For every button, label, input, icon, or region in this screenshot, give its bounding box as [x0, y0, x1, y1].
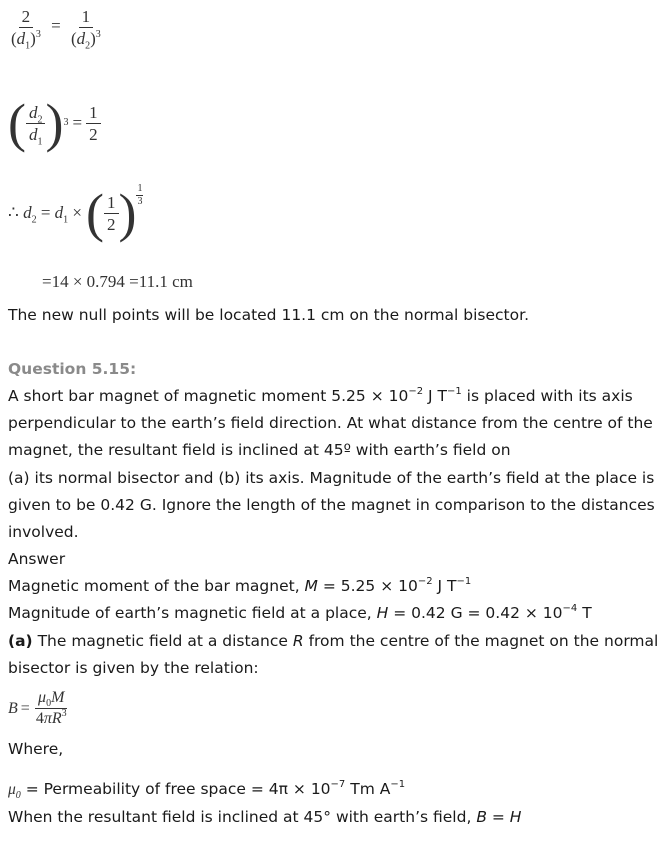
answer-label: Answer	[8, 550, 66, 568]
question-text: A short bar magnet of magnetic moment $5.25 \times 10^{-2}$ J $T^{-1}$ is placed with its axis perpendicular to the earth’s field direction. At what distance from the centre of the magnet, the resultant field is inclined at 45º with earth’s field on (a) its normal bisector and (b) its axis. Magnitude of the earth’s field at the place is given to be 0.42 G. Ignore the length of the magnet in comparison to the distances involved.	[8, 386, 655, 542]
equation-ratio-2: ( $\frac{d_2}{d_1}$ ) 3 = $\frac{1}{2}$	[8, 96, 101, 150]
question-heading: Question 5.15:	[8, 360, 137, 378]
mu0-line: $\mu_0$ = Permeability of free space = $4\pi \times 10^{-7}$ Tm $A^{-1}$	[8, 779, 406, 802]
equation-result: =14 × 0.794 =11.1 cm	[42, 272, 193, 291]
where-label: Where,	[8, 740, 64, 758]
part-a-label: (a)	[8, 632, 33, 650]
final-line: When the resultant field is inclined at 45° with earth’s field, B = H	[8, 808, 522, 826]
equation-ratio-1: $\frac{2}{(d_1)^3}$ = $\frac{1}{(d_2)^3}$	[11, 7, 101, 52]
magnetic-moment-line: Magnetic moment of the bar magnet, $M = 5.25 \times 10^{-2}$ J $T^{-1}$	[8, 576, 472, 595]
equation-d2: ∴ $d_2 = d_1$ × ( $\frac{1}{2}$ ) $\frac{1}{3}$	[8, 183, 143, 243]
part-a-text: (a) The magnetic field at a distance R from the centre of the magnet on the normal bisector is given by the relation:	[8, 632, 659, 677]
formula-b: B = $\frac{\mu_0M}{4\pi R^3}$	[8, 689, 67, 727]
earth-field-line: Magnitude of earth’s magnetic field at a place, H = 0.42 $G = 0.42 \times 10^{-4}$ T	[8, 603, 592, 622]
conclusion-text: The new null points will be located 11.1 cm on the normal bisector.	[8, 306, 529, 324]
